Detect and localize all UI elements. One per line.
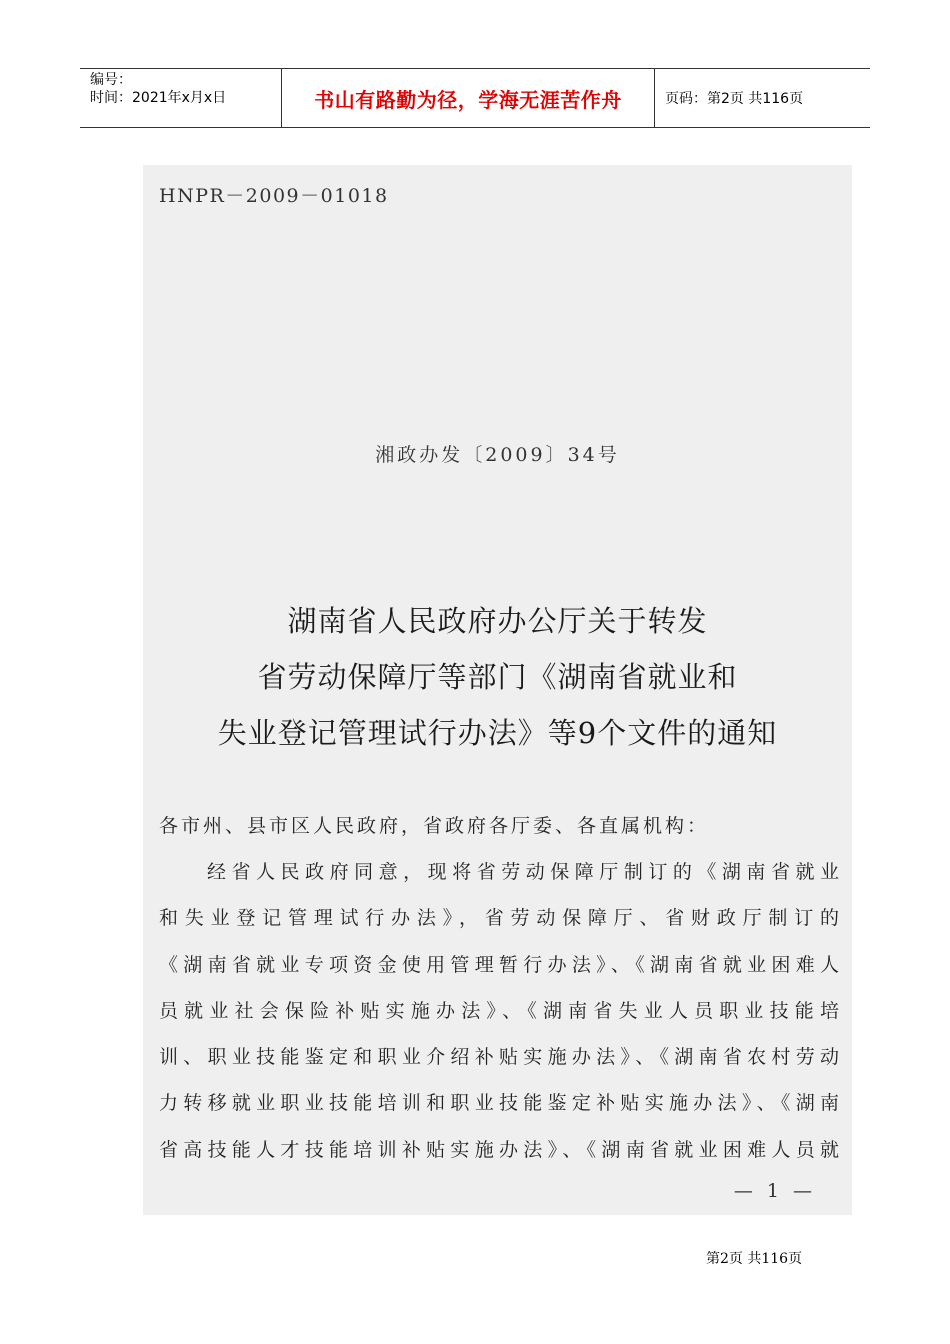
body-line: 和失业登记管理试行办法》，省劳动保障厅、省财政厅制订的 xyxy=(159,907,839,930)
header-meta xyxy=(80,69,282,127)
body-line: 力转移就业职业技能培训和职业技能鉴定补贴实施办法》、《湖南 xyxy=(159,1092,839,1115)
title-line: 湖南省人民政府办公厅关于转发 xyxy=(287,604,708,638)
document-number: 湘政办发〔2009〕34号 xyxy=(375,444,620,466)
document-title xyxy=(143,593,852,761)
body-line: 训、职业技能鉴定和职业介绍补贴实施办法》、《湖南省农村劳动 xyxy=(159,1046,839,1069)
body-text xyxy=(159,849,839,1173)
header-motto: 书山有路勤为径，学海无涯苦作舟 xyxy=(282,69,655,127)
body-line: 经省人民政府同意，现将省劳动保障厅制订的《湖南省就业 xyxy=(207,861,839,883)
body-line: 省高技能人才技能培训补贴实施办法》、《湖南省就业困难人员就 xyxy=(159,1138,839,1161)
page-header xyxy=(80,68,870,128)
title-line: 省劳动保障厅等部门《湖南省就业和 xyxy=(257,660,738,694)
time-label: 时间：2021年x月x日 xyxy=(90,90,227,106)
page-footer: 第2页 共116页 xyxy=(706,1251,803,1267)
scanned-page xyxy=(143,165,852,1215)
body-line: 《湖南省就业专项资金使用管理暂行办法》、《湖南省就业困难人 xyxy=(159,953,839,976)
scan-page-number: — 1 — xyxy=(733,1180,816,1202)
document-code: HNPR－2009－01018 xyxy=(159,185,389,207)
addressee: 各市州、县市区人民政府，省政府各厅委、各直属机构： xyxy=(159,815,710,837)
header-page-info: 页码：第2页 共116页 xyxy=(665,91,804,107)
title-line: 失业登记管理试行办法》等9个文件的通知 xyxy=(217,716,778,750)
serial-number-label: 编号： xyxy=(90,72,132,88)
body-line: 员就业社会保险补贴实施办法》、《湖南省失业人员职业技能培 xyxy=(159,999,839,1022)
